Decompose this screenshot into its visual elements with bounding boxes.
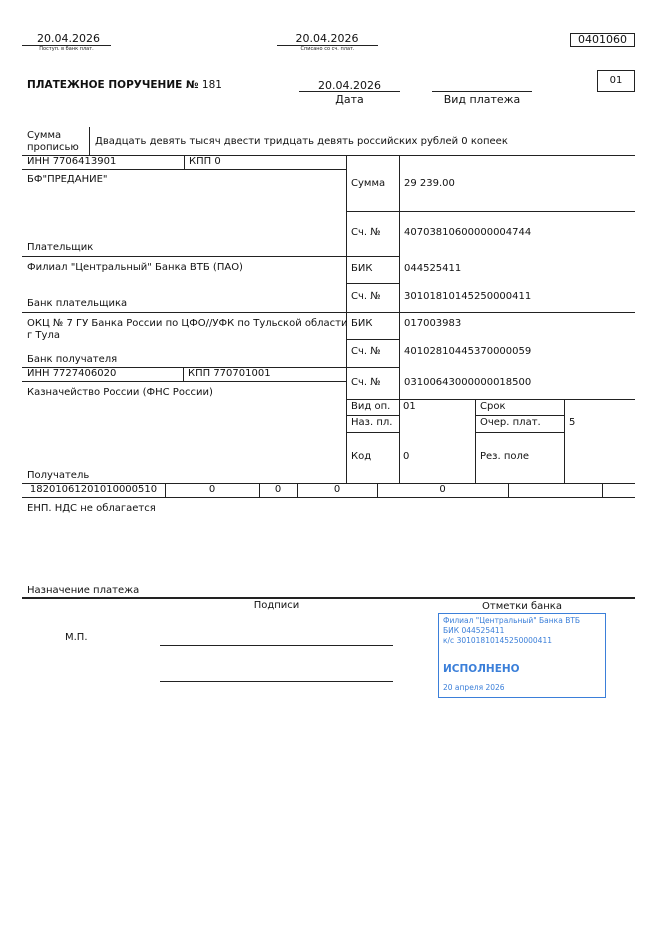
payer-bank-bik: 044525411: [404, 263, 462, 274]
grid-line: [346, 399, 635, 400]
payer-label: Плательщик: [27, 242, 94, 253]
recipient-account-label: Сч. №: [351, 377, 381, 388]
reserve-label: Рез. поле: [480, 451, 530, 462]
debited-date-label: Списано со сч. плат.: [300, 46, 355, 52]
payment-type-line: [432, 91, 532, 92]
amount-words-divider: [89, 127, 90, 155]
amount-label: Сумма: [351, 178, 386, 189]
grid-line: [22, 169, 346, 170]
document-date-label: Дата: [335, 93, 364, 106]
code-label: Код: [351, 451, 372, 462]
amount-words-label-1: Сумма: [27, 130, 62, 141]
debited-date: 20.04.2026: [295, 32, 359, 45]
stamp-bik: БИК 044525411: [443, 626, 505, 635]
received-date-label: Поступ. в банк плат.: [39, 46, 94, 52]
payer-account-label: Сч. №: [351, 227, 381, 238]
document-number: 181: [201, 79, 222, 91]
grid-line: [399, 155, 400, 483]
recipient-bank-name-1: ОКЦ № 7 ГУ Банка России по ЦФО//УФК по Тульской области: [27, 318, 348, 329]
stamp-date: 20 апреля 2026: [443, 683, 505, 692]
grid-line: [183, 367, 184, 381]
grid-line: [22, 497, 635, 498]
grid-line: [22, 312, 635, 313]
stamp-bank-name: Филиал "Центральный" Банка ВТБ: [443, 616, 581, 625]
op-type-value: 01: [403, 401, 416, 412]
signature-line-1[interactable]: [160, 645, 393, 646]
tax-field-doc-number: 0: [439, 484, 446, 495]
grid-line: [475, 399, 476, 483]
document-date: 20.04.2026: [318, 79, 381, 92]
purpose-label: Назначение платежа: [27, 585, 140, 596]
grid-line: [346, 339, 399, 340]
received-date: 20.04.2026: [37, 32, 100, 45]
recipient-bank-label: Банк получателя: [27, 354, 118, 365]
op-type-label: Вид оп.: [351, 401, 391, 412]
purpose-text: ЕНП. НДС не облагается: [27, 503, 156, 514]
priority-label: Очер. плат.: [480, 417, 541, 428]
bank-marks-label: Отметки банка: [482, 601, 562, 612]
payer-bank-name: Филиал "Центральный" Банка ВТБ (ПАО): [27, 262, 243, 273]
recipient-bank-bik: 017003983: [404, 318, 462, 329]
grid-line: [346, 211, 635, 212]
payment-type-label: Вид платежа: [443, 93, 521, 106]
tax-field-kbk: 18201061201010000510: [29, 484, 158, 495]
amount-words-label: [27, 130, 79, 154]
bank-stamp: [438, 613, 606, 698]
recipient-name: Казначейство России (ФНС России): [27, 387, 213, 398]
recipient-account: 03100643000000018500: [404, 377, 532, 388]
recipient-bank-bik-label: БИК: [351, 318, 373, 329]
grid-line: [346, 256, 399, 257]
recipient-inn: ИНН 7727406020: [27, 368, 117, 379]
grid-line: [22, 381, 346, 382]
recipient-bank-account-label: Сч. №: [351, 346, 381, 357]
payer-kpp: КПП 0: [189, 156, 221, 167]
purpose-code-label: Наз. пл.: [351, 417, 393, 428]
grid-line: [508, 483, 509, 497]
stamp-place-label: М.П.: [65, 632, 88, 643]
form-code-box: 0401060: [570, 33, 635, 47]
payer-bank-bik-label: БИК: [351, 263, 373, 274]
amount-words-value: Двадцать девять тысяч двести тридцать девять российских рублей 0 копеек: [95, 136, 508, 147]
grid-line: [22, 256, 346, 257]
signature-line-2[interactable]: [160, 681, 393, 682]
payer-name: БФ"ПРЕДАНИЕ": [27, 174, 108, 185]
document-title-label: ПЛАТЕЖНОЕ ПОРУЧЕНИЕ №: [27, 79, 199, 91]
purpose-line: [22, 597, 635, 599]
payer-inn: ИНН 7706413901: [27, 156, 117, 167]
payment-status-box: 01: [597, 70, 635, 92]
grid-line: [184, 155, 185, 169]
recipient-bank-account: 40102810445370000059: [404, 346, 532, 357]
tax-field-period: 0: [333, 484, 341, 495]
signatures-label: Подписи: [253, 600, 300, 611]
stamp-status: ИСПОЛНЕНО: [443, 663, 520, 675]
grid-line: [346, 432, 399, 433]
code-value: 0: [403, 451, 410, 462]
grid-line: [346, 415, 399, 416]
payer-bank-label: Банк плательщика: [27, 298, 128, 309]
document-title: [27, 79, 222, 91]
payer-bank-account: 30101810145250000411: [404, 291, 532, 302]
priority-value: 5: [569, 417, 576, 428]
amount-words-label-2: прописью: [27, 142, 79, 153]
grid-line: [475, 432, 564, 433]
recipient-bank-name-2: г Тула: [27, 330, 60, 341]
payer-account: 40703810600000004744: [404, 227, 532, 238]
grid-line: [475, 415, 564, 416]
grid-line: [602, 483, 603, 497]
payer-bank-account-label: Сч. №: [351, 291, 381, 302]
grid-line: [346, 283, 399, 284]
stamp-corr-account: к/с 30101810145250000411: [443, 636, 552, 645]
recipient-label: Получатель: [27, 470, 90, 481]
term-label: Срок: [480, 401, 506, 412]
recipient-kpp: КПП 770701001: [188, 368, 271, 379]
tax-field-oktmo: 0: [208, 484, 216, 495]
amount-value: 29 239.00: [404, 178, 455, 189]
tax-field-basis: 0: [274, 484, 282, 495]
document-date-line: [299, 91, 400, 92]
grid-line: [564, 399, 565, 483]
